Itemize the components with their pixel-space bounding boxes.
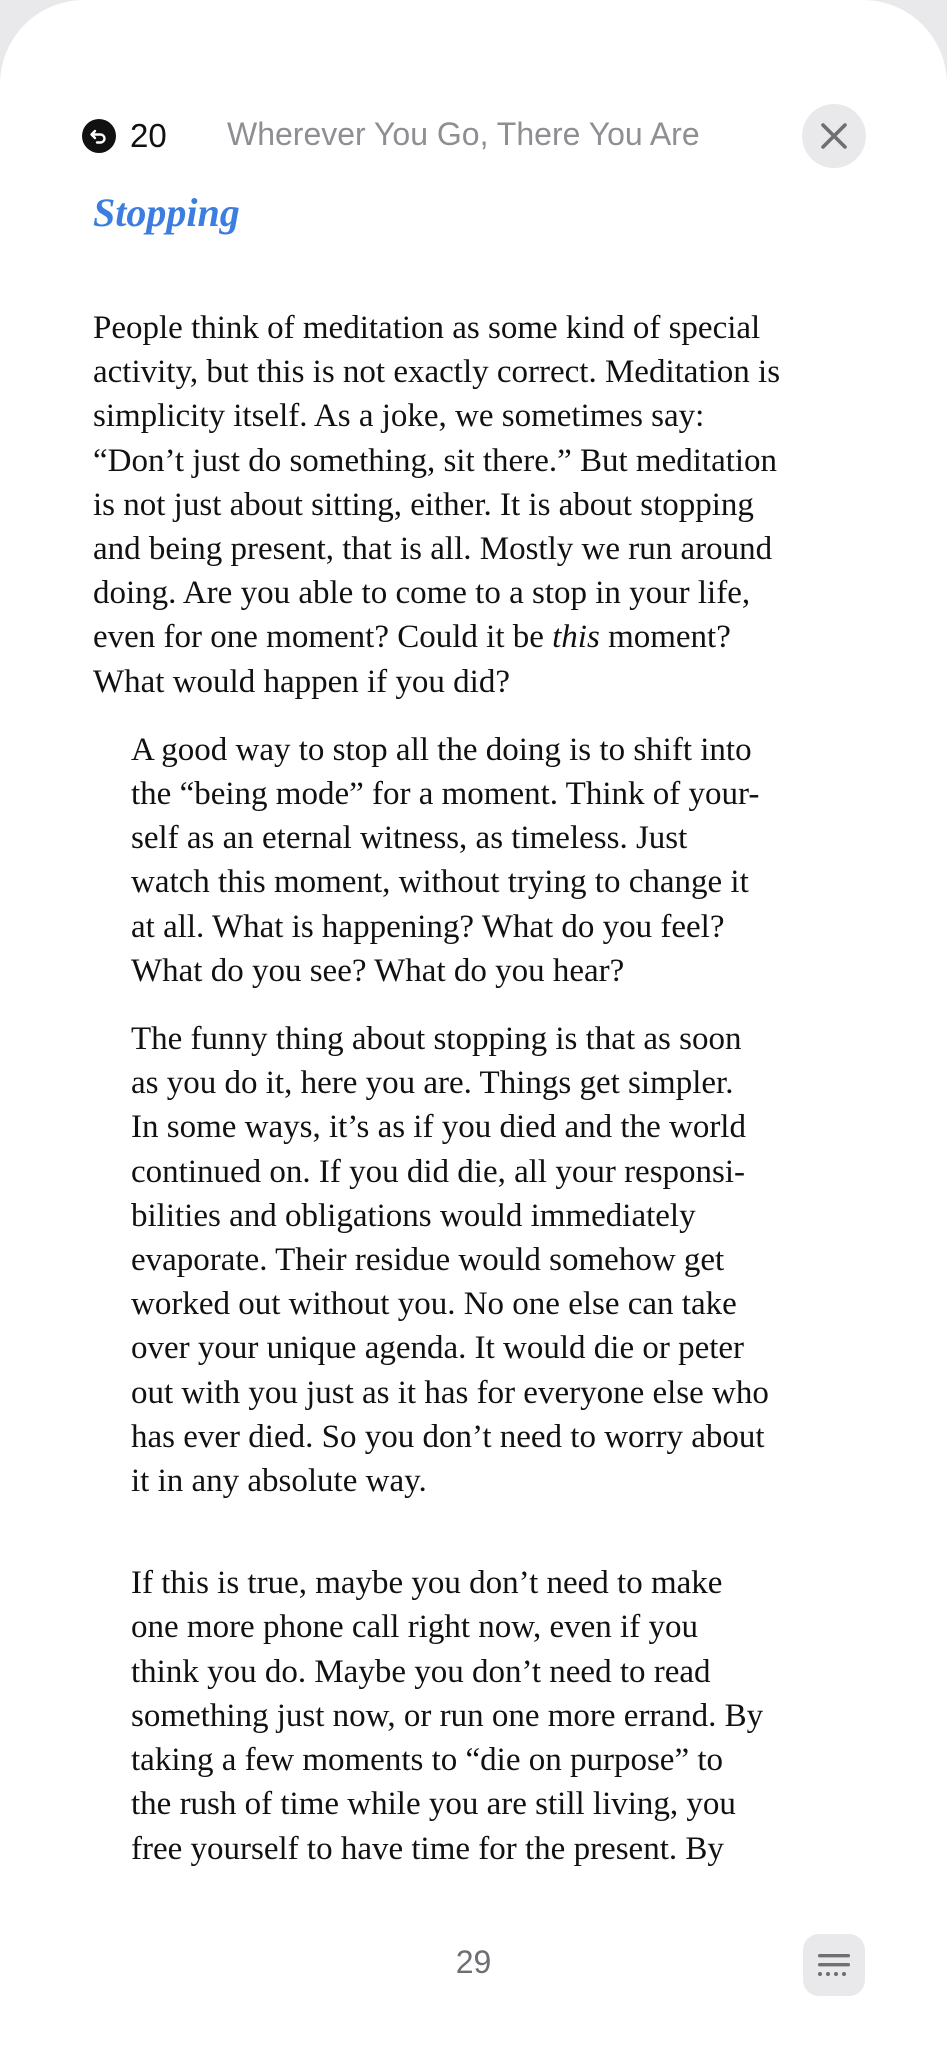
text-line: the “being mode” for a moment. Think of your-: [131, 776, 760, 813]
text-line: In some ways, it’s as if you died and the world: [131, 1109, 746, 1146]
text-line: one more phone call right now, even if you: [131, 1609, 698, 1646]
paragraph: [93, 728, 863, 993]
contents-menu-icon: [816, 1950, 852, 1980]
text-line: doing. Are you able to come to a stop in your life,: [93, 575, 751, 612]
reader-footer: [0, 1930, 947, 2000]
text-line: think you do. Maybe you don’t need to read: [131, 1653, 711, 1690]
text-segment: even for one moment? Could it be: [93, 619, 553, 656]
text-line: “Don’t just do something, sit there.” But meditation: [93, 442, 778, 479]
text-line: watch this moment, without trying to change it: [131, 864, 749, 901]
text-line: out with you just as it has for everyone else who: [131, 1374, 769, 1411]
back-button[interactable]: [82, 114, 167, 158]
text-line: What do you see? What do you hear?: [131, 952, 625, 989]
text-line: has ever died. So you don’t need to worry about: [131, 1418, 765, 1455]
close-icon: [819, 121, 849, 151]
text-line: is not just about sitting, either. It is about stopping: [93, 486, 754, 523]
text-line: simplicity itself. As a joke, we sometimes say:: [93, 398, 705, 435]
text-line: taking a few moments to “die on purpose” to: [131, 1742, 724, 1779]
paragraph: [93, 306, 863, 704]
back-arrow-icon: [82, 119, 116, 153]
reader-header: [0, 100, 947, 172]
text-line: as you do it, here you are. Things get simpler.: [131, 1065, 734, 1102]
close-button[interactable]: [802, 104, 866, 168]
contents-menu-button[interactable]: [803, 1934, 865, 1996]
text-line: and being present, that is all. Mostly we run around: [93, 531, 773, 568]
text-line: over your unique agenda. It would die or peter: [131, 1330, 745, 1367]
text-line: something just now, or run one more errand. By: [131, 1697, 764, 1734]
page-number: 29: [455, 1944, 492, 1980]
text-segment: moment?: [599, 619, 731, 656]
emphasis-text: this: [552, 619, 600, 656]
text-line: it in any absolute way.: [131, 1463, 427, 1500]
text-line: free yourself to have time for the present. By: [131, 1830, 724, 1867]
back-count: 20: [130, 117, 167, 154]
text-line: What would happen if you did?: [93, 663, 510, 700]
text-line: If this is true, maybe you don’t need to make: [131, 1565, 723, 1602]
reading-content: [93, 188, 863, 1871]
text-line: activity, but this is not exactly correct. Meditation is: [93, 354, 781, 391]
text-line: People think of meditation as some kind of special: [93, 310, 761, 346]
text-line: worked out without you. No one else can take: [131, 1286, 737, 1323]
text-line: bilities and obligations would immediately: [131, 1197, 696, 1234]
text-line: the rush of time while you are still living, you: [131, 1786, 736, 1823]
paragraph: [93, 1017, 863, 1503]
paragraph: [93, 1561, 863, 1870]
text-line: at all. What is happening? What do you feel?: [131, 908, 725, 945]
text-line: continued on. If you did die, all your responsi-: [131, 1153, 746, 1190]
chapter-title: Stopping: [93, 190, 240, 235]
text-line: The funny thing about stopping is that as soon: [131, 1021, 742, 1058]
text-line: evaporate. Their residue would somehow get: [131, 1242, 725, 1279]
text-line: self as an eternal witness, as timeless. Just: [131, 820, 688, 857]
book-title: Wherever You Go, There You Are: [227, 116, 700, 152]
text-line: A good way to stop all the doing is to shift into: [131, 731, 752, 768]
text-line: [93, 615, 863, 659]
